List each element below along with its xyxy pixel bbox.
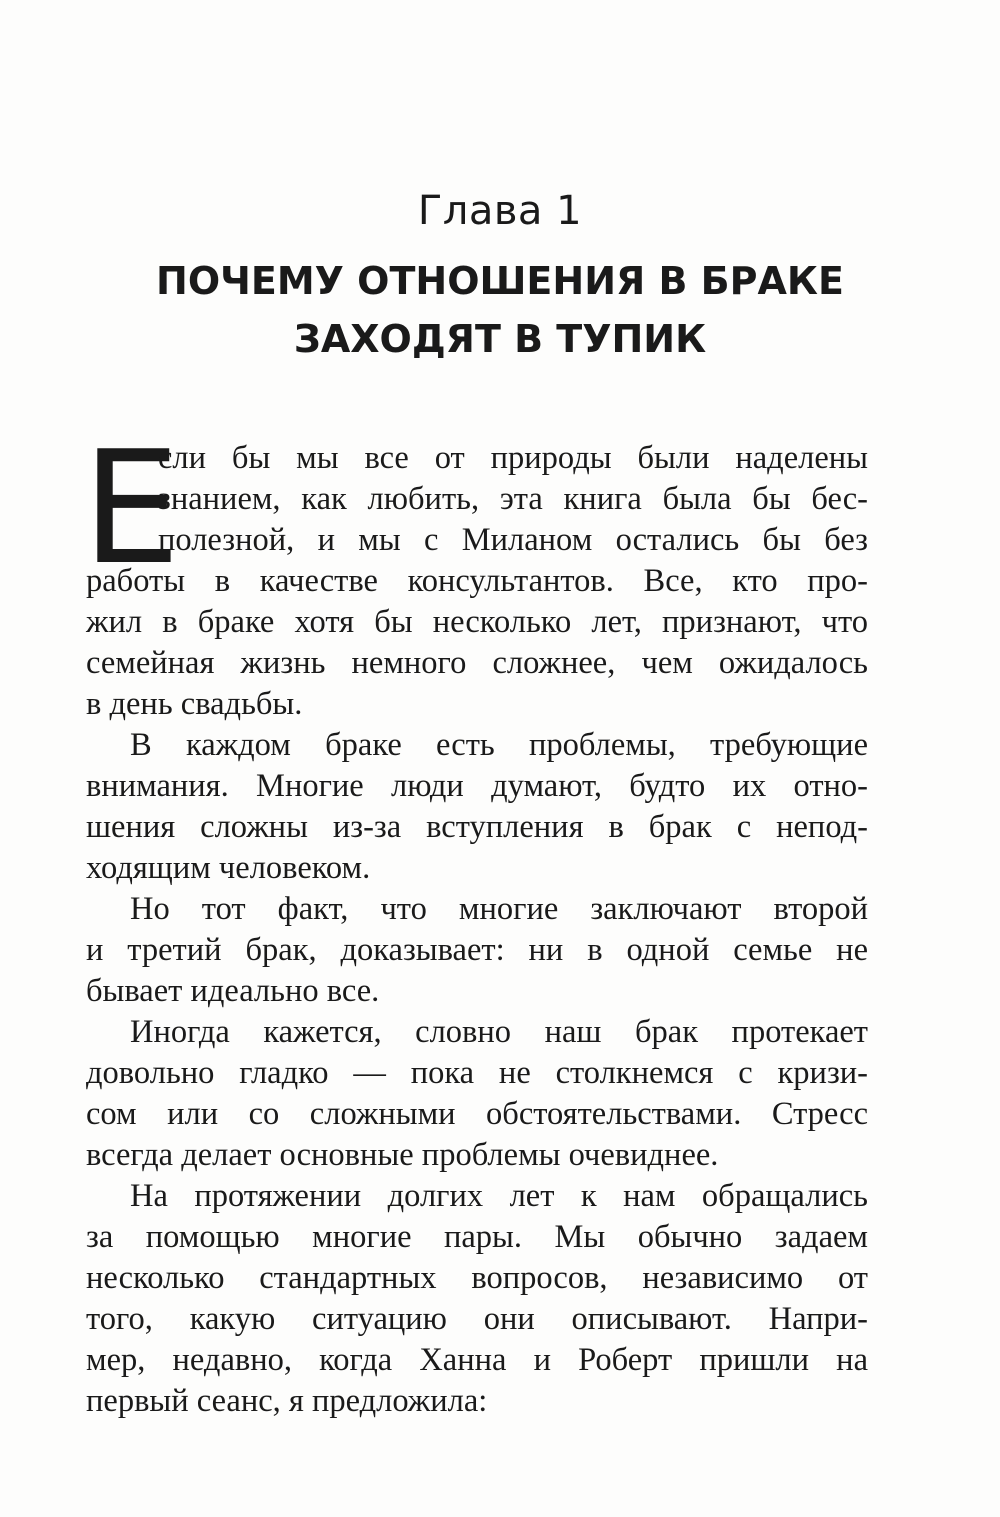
text-line: ходящим человеком. [86,850,371,886]
text-line: и третий брак, доказывает: ни в одной семье не [86,932,868,968]
text-line: мер, недавно, когда Ханна и Роберт пришли на [86,1342,868,1378]
drop-cap: Е [82,417,181,599]
text-line: Но тот факт, что многие заключают второй [130,891,868,927]
text-line: несколько стандартных вопросов, независимо от [86,1260,868,1296]
text-line: Иногда кажется, словно наш брак протекает [130,1014,868,1050]
chapter-title [0,252,1000,368]
chapter-title-line-2: ЗАХОДЯТ В ТУПИК [293,317,707,361]
text-line: за помощью многие пары. Мы обычно задаем [86,1219,868,1255]
text-line: жил в браке хотя бы несколько лет, признают, что [86,604,868,640]
text-line: полезной, и мы с Миланом остались бы без [158,522,868,558]
text-line: того, какую ситуацию они описывают. Напри- [86,1301,868,1337]
text-line: сом или со сложными обстоятельствами. Стресс [86,1096,868,1132]
text-line: довольно гладко — пока не столкнемся с кризи- [86,1055,868,1091]
text-line: внимания. Многие люди думают, будто их отно- [86,768,868,804]
text-line: первый сеанс, я предложила: [86,1383,488,1419]
text-line: шения сложны из-за вступления в брак с непод- [86,809,868,845]
chapter-label: Глава 1 [417,188,583,234]
text-line: В каждом браке есть проблемы, требующие [130,727,868,763]
text-line: всегда делает основные проблемы очевиднее. [86,1137,719,1173]
chapter-title-line-1: ПОЧЕМУ ОТНОШЕНИЯ В БРАКЕ [156,259,844,303]
text-line: семейная жизнь немного сложнее, чем ожидалось [86,645,868,681]
text-line: знанием, как любить, эта книга была бы бес- [158,481,868,517]
text-line: сли бы мы все от природы были наделены [158,440,868,476]
text-line: бывает идеально все. [86,973,380,1009]
text-line: в день свадьбы. [86,686,303,722]
text-line: работы в качестве консультантов. Все, кто про- [86,563,868,599]
text-line: На протяжении долгих лет к нам обращались [130,1178,868,1214]
